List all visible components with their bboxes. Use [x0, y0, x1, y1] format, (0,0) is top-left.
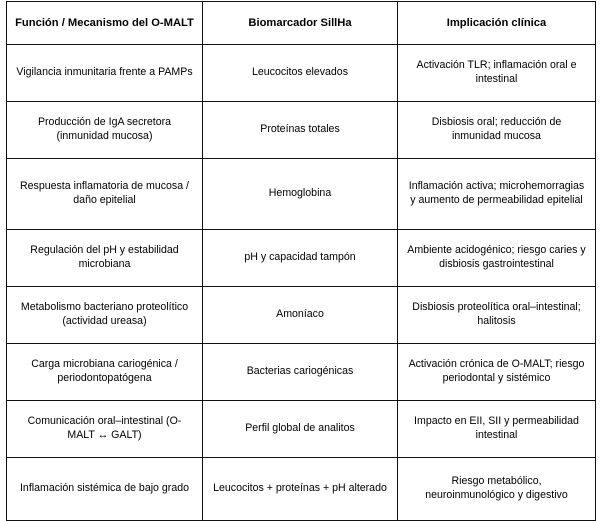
cell-biomarcador: Bacterias cariogénicas: [203, 344, 398, 401]
cell-implicacion: Inflamación activa; microhemorragias y aumento de permeabilidad epitelial: [398, 159, 596, 230]
cell-implicacion: Activación TLR; inflamación oral e intestinal: [398, 45, 596, 102]
cell-funcion: Vigilancia inmunitaria frente a PAMPs: [7, 45, 203, 102]
column-header-implicacion: Implicación clínica: [398, 2, 596, 45]
cell-funcion: Producción de IgA secretora (inmunidad mucosa): [7, 102, 203, 159]
cell-biomarcador: Hemoglobina: [203, 159, 398, 230]
document-sheet: [0, 1, 601, 501]
cell-implicacion: Activación crónica de O-MALT; riesgo periodontal y sistémico: [398, 344, 596, 401]
cell-funcion: Comunicación oral–intestinal (O-MALT ↔ GALT): [7, 401, 203, 458]
cell-funcion: Metabolismo bacteriano proteolítico (actividad ureasa): [7, 287, 203, 344]
cell-biomarcador: pH y capacidad tampón: [203, 230, 398, 287]
table-row: [7, 159, 596, 230]
table-row: [7, 287, 596, 344]
cell-biomarcador: Amoníaco: [203, 287, 398, 344]
table-header: [7, 2, 596, 45]
table-row: [7, 230, 596, 287]
table-body: [7, 45, 596, 521]
cell-funcion: Regulación del pH y estabilidad microbiana: [7, 230, 203, 287]
cell-implicacion: Impacto en EII, SII y permeabilidad intestinal: [398, 401, 596, 458]
omalt-biomarker-table: [6, 1, 596, 521]
column-header-biomarcador: Biomarcador SillHa: [203, 2, 398, 45]
cell-funcion: Carga microbiana cariogénica / periodontopatógena: [7, 344, 203, 401]
table-row: [7, 458, 596, 521]
cell-funcion: Inflamación sistémica de bajo grado: [7, 458, 203, 521]
table-row: [7, 344, 596, 401]
cell-biomarcador: Proteínas totales: [203, 102, 398, 159]
table-row: [7, 401, 596, 458]
cell-biomarcador: Leucocitos + proteínas + pH alterado: [203, 458, 398, 521]
table-header-row: [7, 2, 596, 45]
table-row: [7, 45, 596, 102]
table-row: [7, 102, 596, 159]
cell-biomarcador: Leucocitos elevados: [203, 45, 398, 102]
cell-implicacion: Ambiente acidogénico; riesgo caries y disbiosis gastrointestinal: [398, 230, 596, 287]
cell-implicacion: Disbiosis proteolítica oral–intestinal; halitosis: [398, 287, 596, 344]
column-header-funcion: Función / Mecanismo del O-MALT: [7, 2, 203, 45]
cell-implicacion: Disbiosis oral; reducción de inmunidad mucosa: [398, 102, 596, 159]
cell-funcion: Respuesta inflamatoria de mucosa / daño epitelial: [7, 159, 203, 230]
cell-implicacion: Riesgo metabólico, neuroinmunológico y digestivo: [398, 458, 596, 521]
cell-biomarcador: Perfil global de analitos: [203, 401, 398, 458]
